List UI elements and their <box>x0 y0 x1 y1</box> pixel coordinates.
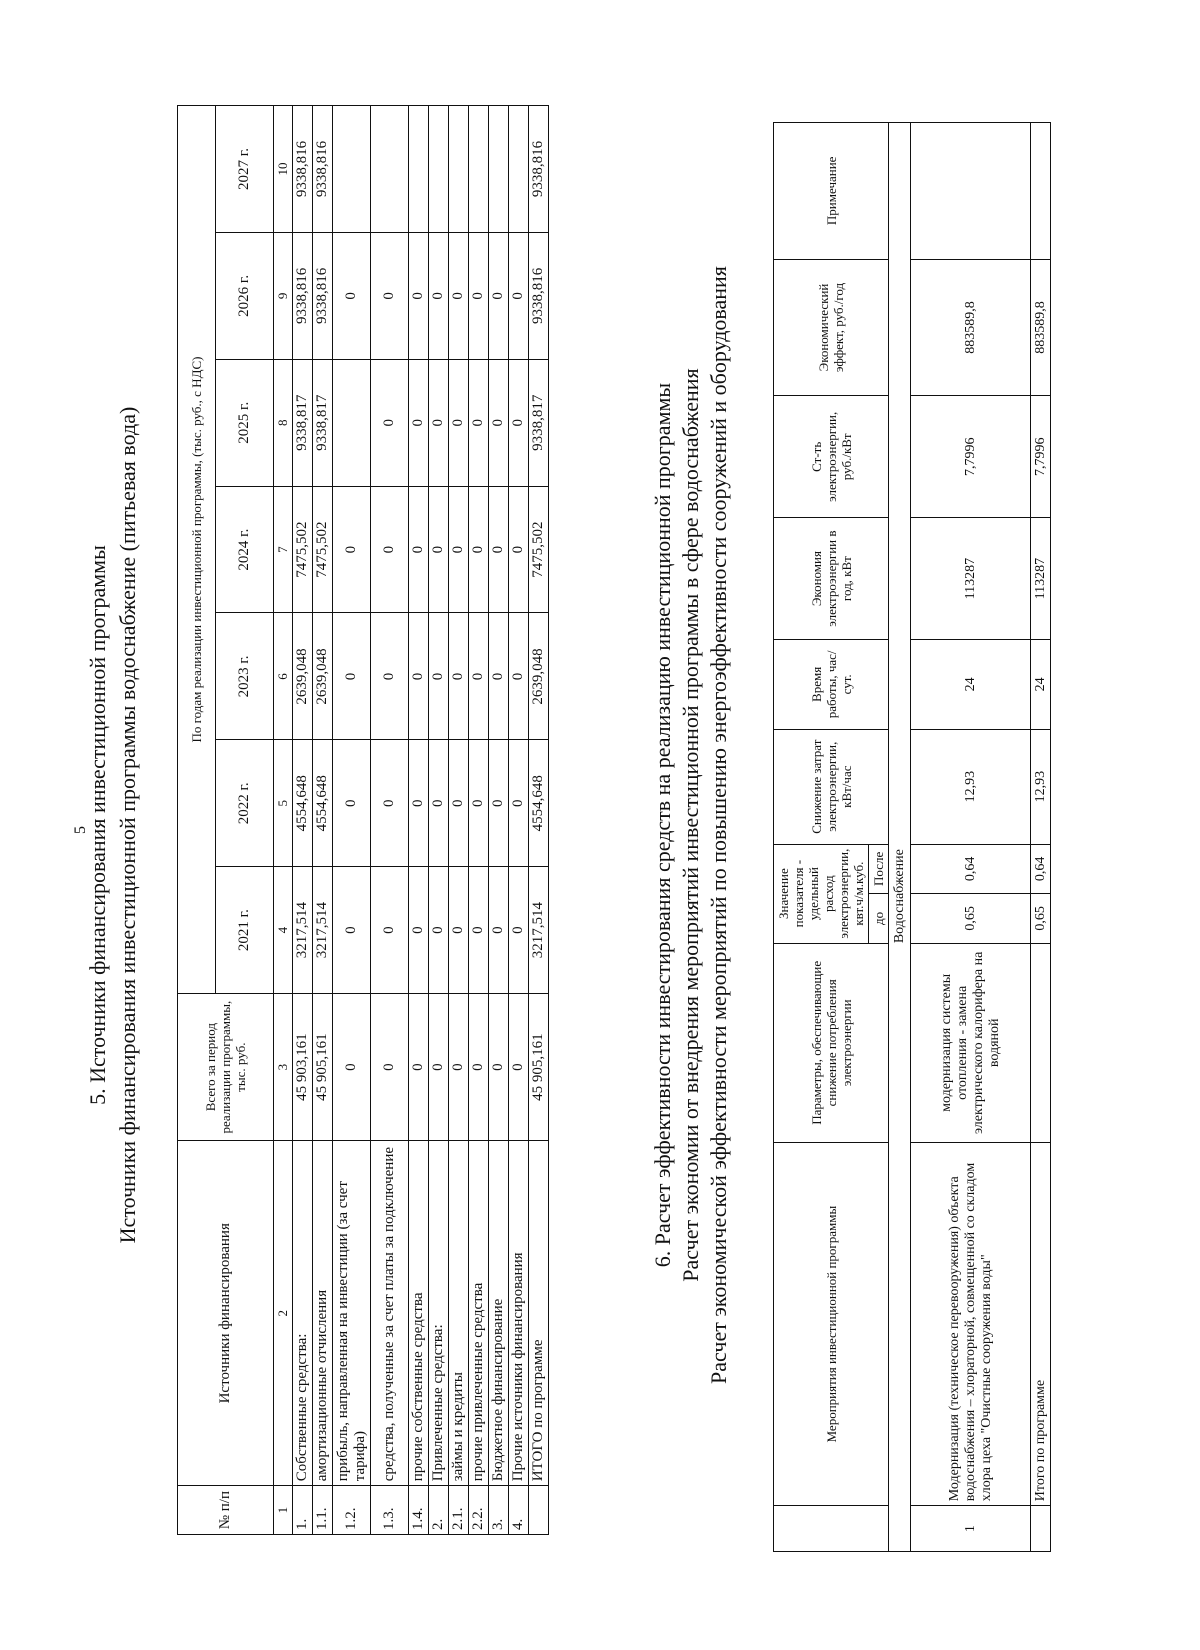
row-year-value: 0 <box>409 232 429 359</box>
table-row <box>509 106 529 1535</box>
row-year-value: 0 <box>449 867 469 994</box>
row-year-value: 0 <box>371 740 409 867</box>
row-year-value: 4554,648 <box>293 740 313 867</box>
row-year-value: 0 <box>469 867 489 994</box>
row-year-value: 2639,048 <box>293 613 313 740</box>
row-year-value: 4554,648 <box>313 740 333 867</box>
total-hours: 24 <box>1031 640 1051 730</box>
row-year-value: 9338,817 <box>293 359 313 486</box>
header-year: 2024 г. <box>216 486 274 613</box>
section5-subtitle: Источники финансирования инвестиционной программы водоснабжение (питьевая вода) <box>115 406 140 1244</box>
row-name: прибыль, направленная на инвестиции (за счет тарифа) <box>333 1141 371 1486</box>
section6-subtitle1: Расчет экономии от внедрения мероприятий инвестиционной программы в сфере водоснабжения <box>678 368 703 1282</box>
row-total: 0 <box>469 994 489 1141</box>
row-year-value: 0 <box>333 867 371 994</box>
row-year-value: 0 <box>469 486 489 613</box>
row-year-value: 0 <box>371 613 409 740</box>
column-number: 2 <box>274 1141 293 1486</box>
row-year-value: 0 <box>429 867 449 994</box>
column-number: 1 <box>274 1486 293 1535</box>
header-hours: Время работы, час/сут. <box>774 640 889 730</box>
row-year-value: 0 <box>449 232 469 359</box>
row-year-value: 0 <box>469 740 489 867</box>
row-year-value: 0 <box>489 486 509 613</box>
row-year-value: 0 <box>371 486 409 613</box>
row-year-value: 4554,648 <box>529 740 549 867</box>
row-year-value <box>469 106 489 233</box>
row-note <box>911 123 1031 260</box>
financing-sources-table <box>177 105 549 1535</box>
row-year-value: 0 <box>333 613 371 740</box>
header-savings: Экономия электроэнергии в год, кВт <box>774 518 889 640</box>
table-row <box>293 106 313 1535</box>
table-row <box>529 106 549 1535</box>
row-year-value <box>333 106 371 233</box>
header-num: № п/п <box>178 1486 274 1535</box>
row-year-value: 0 <box>333 232 371 359</box>
row-year-value: 0 <box>489 359 509 486</box>
row-year-value: 0 <box>409 867 429 994</box>
table-row <box>313 106 333 1535</box>
row-total: 0 <box>509 994 529 1141</box>
header-source: Источники финансирования <box>178 1141 274 1486</box>
row-total: 0 <box>371 994 409 1141</box>
row-cost: 7,7996 <box>911 396 1031 518</box>
row-year-value: 7475,502 <box>529 486 549 613</box>
column-number: 3 <box>274 994 293 1141</box>
row-num: 1. <box>293 1486 313 1535</box>
row-total: 45 903,161 <box>293 994 313 1141</box>
group-label: Водоснабжение <box>889 123 911 944</box>
row-year-value: 0 <box>469 359 489 486</box>
row-num: 1.3. <box>371 1486 409 1535</box>
column-number: 8 <box>274 359 293 486</box>
row-num: 1 <box>911 1506 1031 1552</box>
row-year-value <box>333 359 371 486</box>
header-cost: Ст-ть электроэнергии, руб./кВт <box>774 396 889 518</box>
row-name: амортизационные отчисления <box>313 1141 333 1486</box>
row-year-value: 0 <box>429 486 449 613</box>
column-number: 10 <box>274 106 293 233</box>
row-year-value: 3217,514 <box>313 867 333 994</box>
row-year-value: 0 <box>371 359 409 486</box>
total-note <box>1031 123 1051 260</box>
row-year-value: 0 <box>509 359 529 486</box>
row-total: 0 <box>489 994 509 1141</box>
table-row <box>489 106 509 1535</box>
row-total: 45 905,161 <box>313 994 333 1141</box>
header-year: 2026 г. <box>216 232 274 359</box>
section5-title: 5. Источники финансирования инвестиционной программы <box>85 545 110 1105</box>
row-name: средства, полученные за счет платы за подключение <box>371 1141 409 1486</box>
row-year-value: 0 <box>469 232 489 359</box>
row-year-value: 0 <box>509 613 529 740</box>
row-name: Привлеченные средства: <box>429 1141 449 1486</box>
row-name: Собственные средства: <box>293 1141 313 1486</box>
header-year: 2023 г. <box>216 613 274 740</box>
row-year-value <box>429 106 449 233</box>
row-year-value: 0 <box>429 359 449 486</box>
header-reduction: Снижение затрат электроэнергии, кВт/час <box>774 729 889 844</box>
row-savings: 113287 <box>911 518 1031 640</box>
row-year-value: 0 <box>409 486 429 613</box>
column-number: 5 <box>274 740 293 867</box>
row-name: прочие собственные средства <box>409 1141 429 1486</box>
row-year-value: 9338,816 <box>293 232 313 359</box>
table-row <box>469 106 489 1535</box>
row-year-value: 0 <box>409 740 429 867</box>
header-measures: Мероприятия инвестиционной программы <box>774 1142 889 1505</box>
total-before: 0,65 <box>1031 894 1051 944</box>
table-row <box>449 106 469 1535</box>
row-measure: Модернизация (техническое перевооружения) объекта водоснабжения – хлораторной, совмещенной со складом хлора цеха "Очистные сооружения воды" <box>911 1142 1031 1505</box>
table-row <box>371 106 409 1535</box>
row-hours: 24 <box>911 640 1031 730</box>
total-cost: 7,7996 <box>1031 396 1051 518</box>
row-year-value: 9338,816 <box>293 106 313 233</box>
row-total: 0 <box>449 994 469 1141</box>
row-year-value: 0 <box>509 232 529 359</box>
section6-subtitle2: Расчет экономической эффективности мероприятий по повышению энергоэффективности сооружений и оборудования <box>706 266 731 1384</box>
row-num: 1.2. <box>333 1486 371 1535</box>
row-total: 0 <box>409 994 429 1141</box>
row-year-value <box>489 106 509 233</box>
header-blank <box>774 1506 889 1552</box>
row-num: 4. <box>509 1486 529 1535</box>
row-year-value: 9338,816 <box>313 232 333 359</box>
row-reduction: 12,93 <box>911 729 1031 844</box>
row-year-value: 0 <box>371 867 409 994</box>
row-year-value: 0 <box>509 867 529 994</box>
column-number: 4 <box>274 867 293 994</box>
row-year-value: 3217,514 <box>293 867 313 994</box>
row-effect: 883589,8 <box>911 259 1031 396</box>
row-year-value: 3217,514 <box>529 867 549 994</box>
total-label: Итого по программе <box>1031 1142 1051 1505</box>
row-year-value: 2639,048 <box>313 613 333 740</box>
row-param: модернизация системы отопления - замена электрического калорифера на водяной <box>911 943 1031 1142</box>
row-year-value: 0 <box>509 486 529 613</box>
column-number: 7 <box>274 486 293 613</box>
table-row <box>333 106 371 1535</box>
header-by-years: По годам реализации инвестиционной программы, (тыс. руб., с НДС) <box>178 106 216 994</box>
row-year-value: 7475,502 <box>313 486 333 613</box>
header-year: 2027 г. <box>216 106 274 233</box>
row-year-value: 0 <box>429 232 449 359</box>
header-total: Всего за период реализации программы, тыс. руб. <box>178 994 274 1141</box>
row-year-value: 9338,817 <box>529 359 549 486</box>
total-after: 0,64 <box>1031 844 1051 894</box>
total-blank <box>1031 1506 1051 1552</box>
group-spacer <box>889 1506 911 1552</box>
row-year-value: 0 <box>509 740 529 867</box>
total-savings: 113287 <box>1031 518 1051 640</box>
row-before: 0,65 <box>911 894 1031 944</box>
row-year-value: 0 <box>489 740 509 867</box>
header-before: до <box>869 894 889 944</box>
row-name: Бюджетное финансирование <box>489 1141 509 1486</box>
row-year-value: 0 <box>429 613 449 740</box>
row-num: 1.4. <box>409 1486 429 1535</box>
row-year-value <box>409 106 429 233</box>
header-params: Параметры, обеспечивающие снижение потребления электроэнергии <box>774 943 889 1142</box>
row-year-value: 9338,816 <box>313 106 333 233</box>
row-year-value: 9338,817 <box>313 359 333 486</box>
row-year-value: 0 <box>449 486 469 613</box>
financing-rows <box>293 106 549 1535</box>
row-name: ИТОГО по программе <box>529 1141 549 1486</box>
row-year-value: 9338,816 <box>529 106 549 233</box>
row-year-value: 0 <box>429 740 449 867</box>
row-total: 45 905,161 <box>529 994 549 1141</box>
header-effect: Экономический эффект, руб./год <box>774 259 889 396</box>
header-year: 2025 г. <box>216 359 274 486</box>
column-number: 6 <box>274 613 293 740</box>
header-year: 2022 г. <box>216 740 274 867</box>
row-year-value: 0 <box>449 613 469 740</box>
page-number: 5 <box>72 826 89 834</box>
row-year-value: 0 <box>449 359 469 486</box>
row-after: 0,64 <box>911 844 1031 894</box>
row-year-value: 0 <box>333 740 371 867</box>
header-after: После <box>869 844 889 894</box>
row-year-value: 9338,816 <box>529 232 549 359</box>
row-year-value: 0 <box>449 740 469 867</box>
row-num: 3. <box>489 1486 509 1535</box>
total-params-blank <box>1031 943 1051 1142</box>
row-year-value: 0 <box>469 613 489 740</box>
row-num: 2.1. <box>449 1486 469 1535</box>
header-indicator: Значение показателя - удельный расход электроэнергии, квт.ч/м.куб. <box>774 844 869 943</box>
row-total: 0 <box>429 994 449 1141</box>
efficiency-table <box>773 122 1051 1552</box>
row-name: займы и кредиты <box>449 1141 469 1486</box>
table-row <box>409 106 429 1535</box>
row-year-value <box>371 106 409 233</box>
row-year-value: 0 <box>409 613 429 740</box>
row-year-value: 0 <box>489 613 509 740</box>
row-num <box>529 1486 549 1535</box>
row-name: Прочие источники финансирования <box>509 1141 529 1486</box>
row-year-value: 0 <box>409 359 429 486</box>
column-number: 9 <box>274 232 293 359</box>
group-spacer <box>889 943 911 1142</box>
row-year-value: 0 <box>371 232 409 359</box>
row-year-value <box>509 106 529 233</box>
table-row <box>429 106 449 1535</box>
row-year-value: 0 <box>333 486 371 613</box>
row-total: 0 <box>333 994 371 1141</box>
row-year-value: 0 <box>489 232 509 359</box>
row-year-value <box>449 106 469 233</box>
row-year-value: 0 <box>489 867 509 994</box>
row-num: 2.2. <box>469 1486 489 1535</box>
total-reduction: 12,93 <box>1031 729 1051 844</box>
header-year: 2021 г. <box>216 867 274 994</box>
row-year-value: 7475,502 <box>293 486 313 613</box>
group-spacer <box>889 1142 911 1505</box>
total-effect: 883589,8 <box>1031 259 1051 396</box>
row-num: 1.1. <box>313 1486 333 1535</box>
row-year-value: 2639,048 <box>529 613 549 740</box>
section6-title: 6. Расчет эффективности инвестирования средств на реализацию инвестиционной программы <box>650 382 675 1268</box>
header-note: Примечание <box>774 123 889 260</box>
row-name: прочие привлеченные средства <box>469 1141 489 1486</box>
row-num: 2. <box>429 1486 449 1535</box>
